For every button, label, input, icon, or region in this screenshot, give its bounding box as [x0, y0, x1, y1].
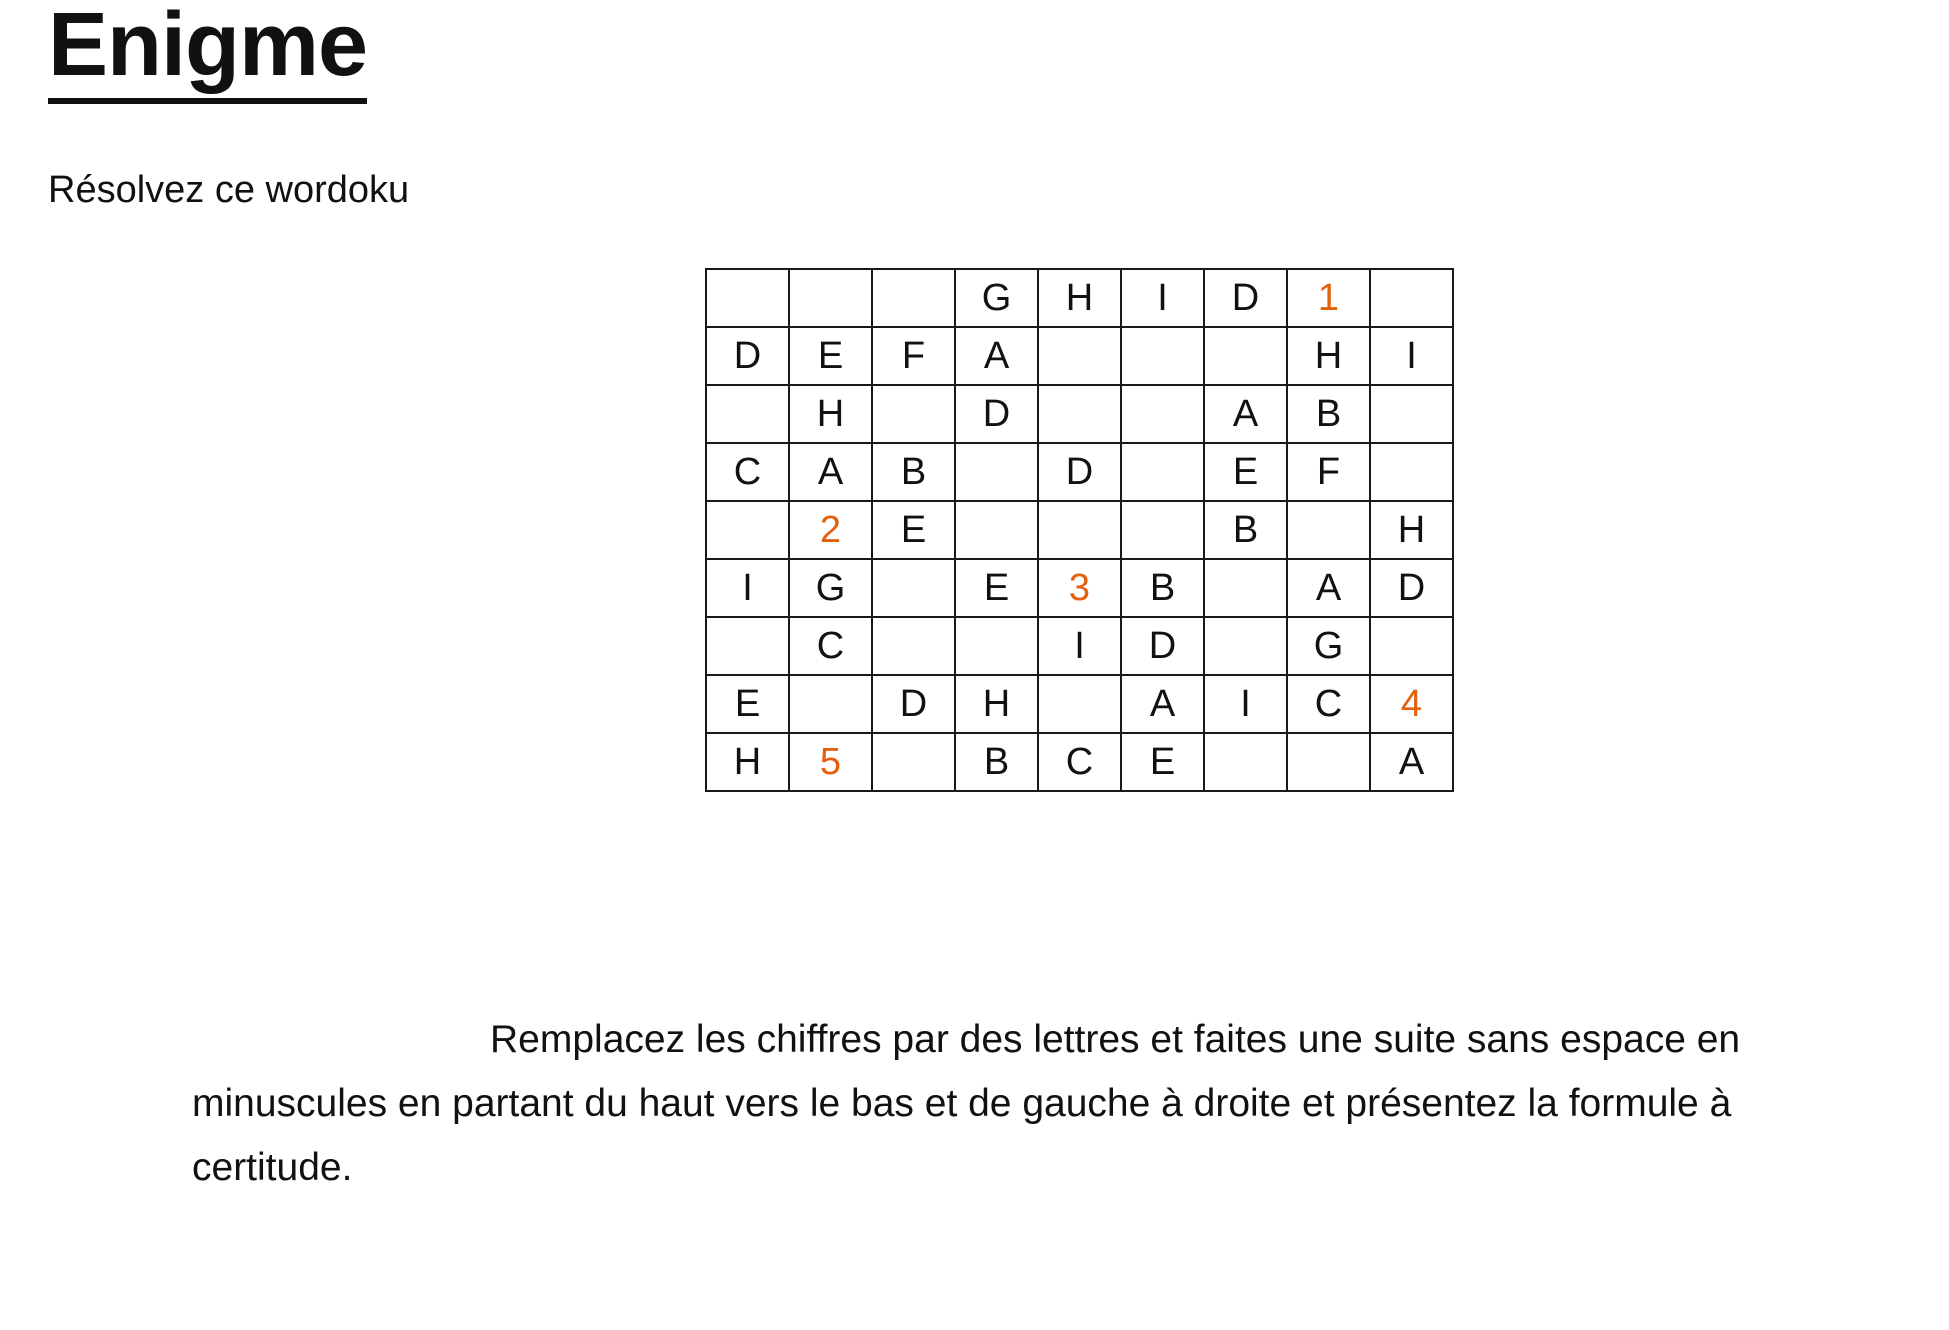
grid-cell — [872, 559, 955, 617]
grid-cell: B — [955, 733, 1038, 791]
grid-cell — [706, 617, 789, 675]
grid-cell: H — [1287, 327, 1370, 385]
grid-cell: D — [1121, 617, 1204, 675]
grid-cell: E — [706, 675, 789, 733]
grid-row — [706, 617, 1453, 675]
grid-cell: B — [872, 443, 955, 501]
grid-row — [706, 327, 1453, 385]
grid-cell: H — [1038, 269, 1121, 327]
grid-cell — [1121, 443, 1204, 501]
grid-cell — [789, 675, 872, 733]
grid-cell: E — [1204, 443, 1287, 501]
grid-cell — [1204, 617, 1287, 675]
grid-cell-marker: 3 — [1038, 559, 1121, 617]
grid-cell: C — [706, 443, 789, 501]
grid-row — [706, 385, 1453, 443]
grid-cell: D — [1038, 443, 1121, 501]
grid-cell: A — [1204, 385, 1287, 443]
grid-cell: G — [789, 559, 872, 617]
grid-cell: A — [1287, 559, 1370, 617]
grid-cell — [1121, 327, 1204, 385]
instructions-text: Remplacez les chiffres par des lettres et faites une suite sans espace en minuscules en partant du haut vers le bas et de gauche à droite et présentez la formule à certitude. — [192, 1018, 1741, 1189]
grid-row — [706, 443, 1453, 501]
grid-cell — [1121, 385, 1204, 443]
grid-cell — [955, 617, 1038, 675]
grid-row — [706, 559, 1453, 617]
grid-cell-marker: 5 — [789, 733, 872, 791]
grid-cell: F — [872, 327, 955, 385]
grid-cell — [1370, 617, 1453, 675]
grid-cell — [872, 269, 955, 327]
grid-cell: H — [955, 675, 1038, 733]
grid-cell: D — [872, 675, 955, 733]
grid-cell — [1204, 559, 1287, 617]
grid-cell: C — [1287, 675, 1370, 733]
grid-cell: E — [872, 501, 955, 559]
grid-cell — [1370, 269, 1453, 327]
grid-cell — [872, 617, 955, 675]
grid-cell — [1370, 443, 1453, 501]
grid-cell — [1204, 733, 1287, 791]
page-title: Enigme — [48, 0, 367, 104]
grid-cell: G — [1287, 617, 1370, 675]
grid-cell — [706, 501, 789, 559]
grid-cell — [872, 385, 955, 443]
grid-cell: E — [789, 327, 872, 385]
grid-cell: C — [1038, 733, 1121, 791]
grid-row — [706, 269, 1453, 327]
grid-cell: A — [1121, 675, 1204, 733]
grid-cell — [1038, 501, 1121, 559]
grid-cell: D — [1370, 559, 1453, 617]
grid-cell — [955, 443, 1038, 501]
grid-cell: F — [1287, 443, 1370, 501]
grid-cell: A — [955, 327, 1038, 385]
grid-cell — [872, 733, 955, 791]
grid-cell-marker: 1 — [1287, 269, 1370, 327]
grid-cell-marker: 2 — [789, 501, 872, 559]
grid-cell — [1287, 733, 1370, 791]
grid-cell: A — [1370, 733, 1453, 791]
grid-cell: B — [1204, 501, 1287, 559]
grid-cell: I — [1121, 269, 1204, 327]
grid-row — [706, 501, 1453, 559]
grid-cell: D — [706, 327, 789, 385]
grid-cell: I — [1038, 617, 1121, 675]
grid-cell — [1370, 385, 1453, 443]
grid-cell: H — [1370, 501, 1453, 559]
grid-cell: I — [1370, 327, 1453, 385]
grid-cell: E — [955, 559, 1038, 617]
grid-cell: H — [789, 385, 872, 443]
grid-cell: A — [789, 443, 872, 501]
grid-cell: I — [1204, 675, 1287, 733]
grid-cell — [1038, 675, 1121, 733]
grid-cell: B — [1287, 385, 1370, 443]
grid-cell — [1204, 327, 1287, 385]
grid-cell-marker: 4 — [1370, 675, 1453, 733]
grid-cell: D — [955, 385, 1038, 443]
wordoku-grid — [705, 268, 1454, 792]
grid-cell: C — [789, 617, 872, 675]
grid-cell: E — [1121, 733, 1204, 791]
grid-cell — [955, 501, 1038, 559]
grid-cell — [1038, 385, 1121, 443]
grid-cell: I — [706, 559, 789, 617]
grid-cell — [706, 269, 789, 327]
grid-cell — [1287, 501, 1370, 559]
grid-row — [706, 733, 1453, 791]
grid-cell: B — [1121, 559, 1204, 617]
grid-cell — [789, 269, 872, 327]
grid-cell — [1121, 501, 1204, 559]
grid-cell — [1038, 327, 1121, 385]
subtitle: Résolvez ce wordoku — [48, 169, 410, 211]
grid-cell: H — [706, 733, 789, 791]
grid-cell: G — [955, 269, 1038, 327]
grid-cell: D — [1204, 269, 1287, 327]
grid-row — [706, 675, 1453, 733]
grid-cell — [706, 385, 789, 443]
